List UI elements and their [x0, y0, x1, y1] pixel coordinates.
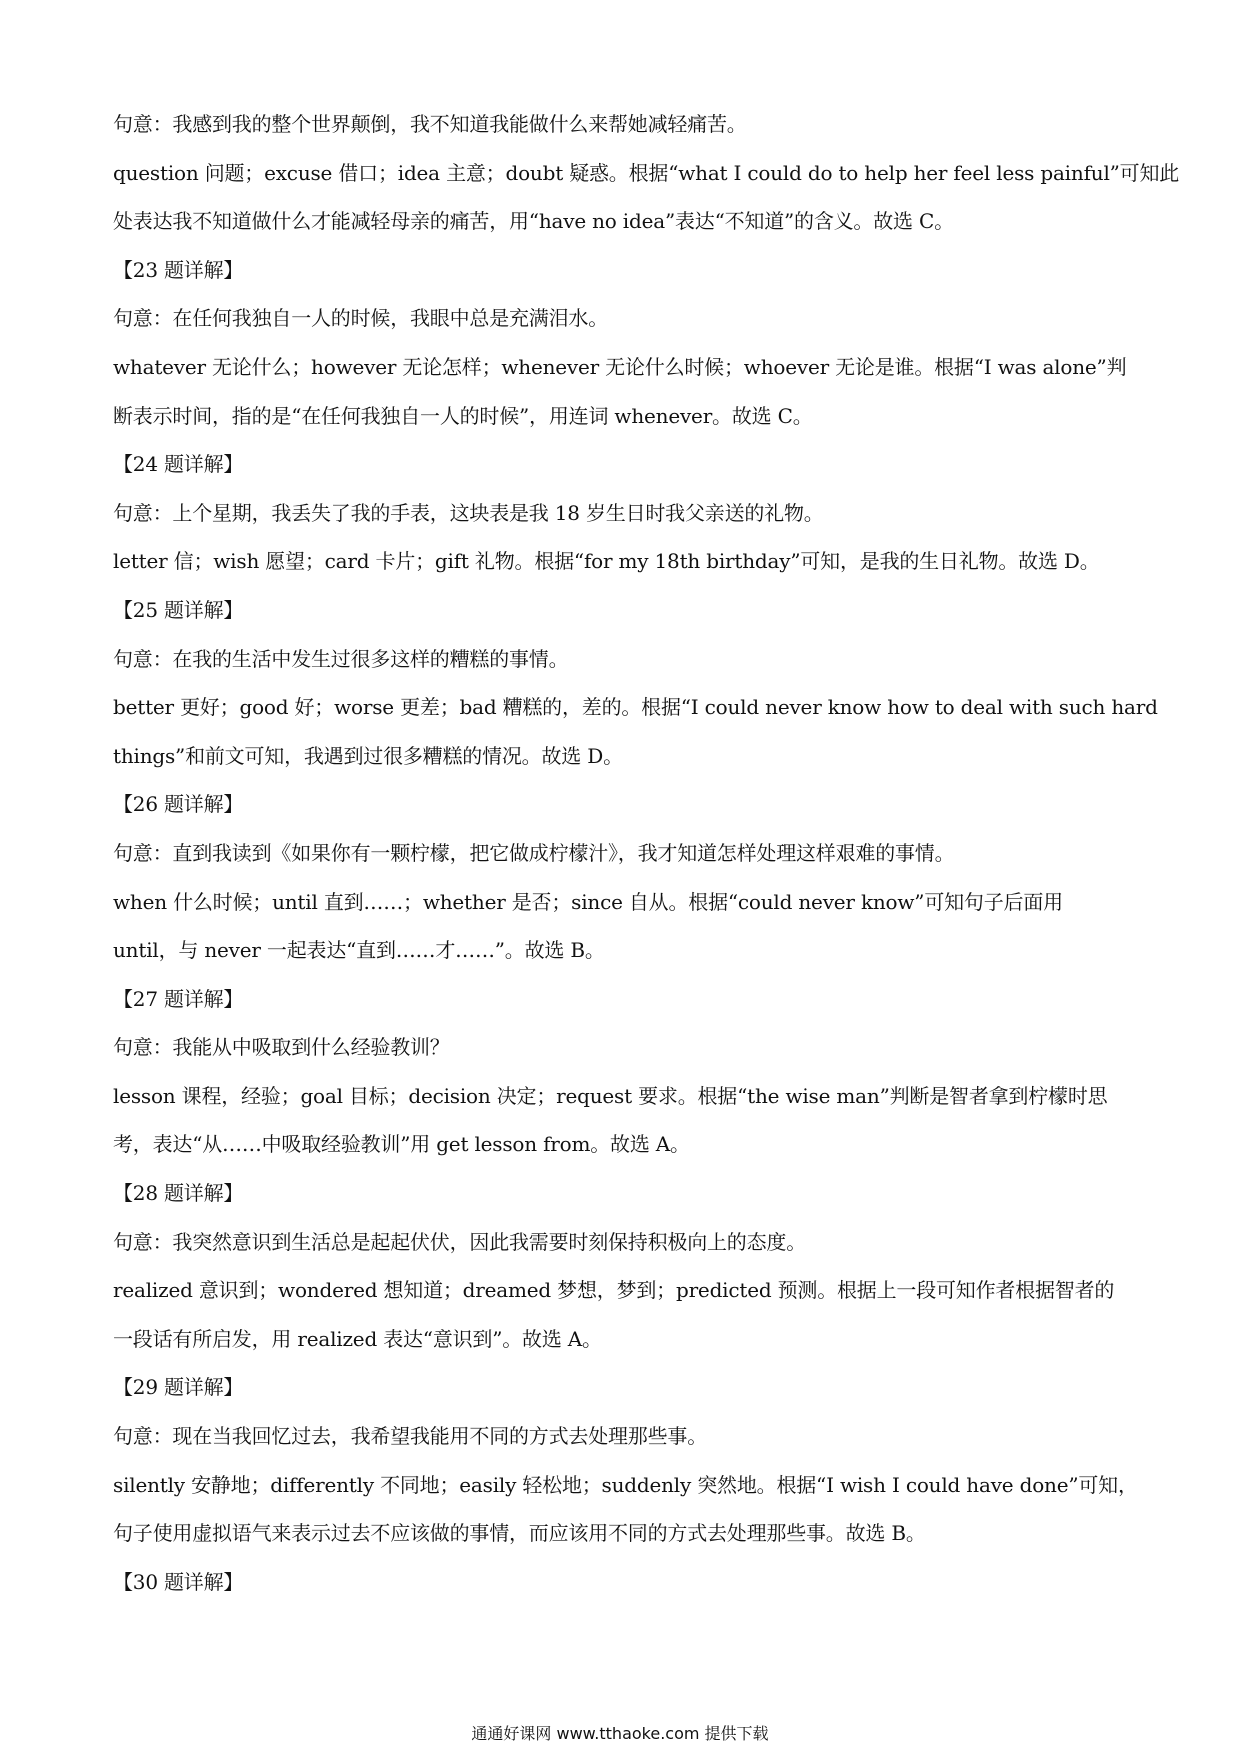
text-line: 句意：在任何我独自一人的时候，我眼中总是充满泪水。 [113, 306, 608, 331]
section-heading: 【27 题详解】 [113, 986, 244, 1011]
text-line: 句子使用虚拟语气来表示过去不应该做的事情，而应该用不同的方式去处理那些事。故选 B。 [113, 1521, 926, 1546]
text-line: lesson 课程，经验；goal 目标；decision 决定；request 要求。根据“the wise man”判断是智者拿到柠檬时思 [113, 1083, 1108, 1108]
text-line: 句意：我感到我的整个世界颠倒，我不知道我能做什么来帮她减轻痛苦。 [113, 112, 747, 136]
text-line: whatever 无论什么；however 无论怎样；whenever 无论什么时候；whoever 无论是谁。根据“I was alone”判 [113, 354, 1127, 379]
text-line: 一段话有所启发，用 realized 表达“意识到”。故选 A。 [113, 1326, 602, 1351]
text-line: things”和前文可知，我遇到过很多糟糕的情况。故选 D。 [113, 743, 623, 768]
text-line: until，与 never 一起表达“直到……才……”。故选 B。 [113, 938, 605, 963]
text-line: better 更好；good 好；worse 更差；bad 糟糕的，差的。根据“I could never know how to deal with such hard [113, 695, 1158, 720]
text-line: question 问题；excuse 借口；idea 主意；doubt 疑惑。根据“what I could do to help her feel less painful”可知此 [113, 160, 1180, 185]
section-heading: 【24 题详解】 [113, 452, 244, 477]
text-line: 句意：我能从中吸取到什么经验教训？ [113, 1035, 450, 1060]
section-heading: 【29 题详解】 [113, 1375, 244, 1400]
text-line: letter 信；wish 愿望；card 卡片；gift 礼物。根据“for my 18th birthday”可知，是我的生日礼物。故选 D。 [113, 549, 1100, 574]
text-line: 句意：在我的生活中发生过很多这样的糟糕的事情。 [113, 646, 569, 671]
text-line: 句意：上个星期，我丢失了我的手表，这块表是我 18 岁生日时我父亲送的礼物。 [113, 500, 824, 525]
text-line: 断表示时间，指的是“在任何我独自一人的时候”，用连词 whenever。故选 C。 [113, 403, 813, 428]
document-body [113, 100, 1180, 1606]
text-line: 句意：直到我读到《如果你有一颗柠檬，把它做成柠檬汁》，我才知道怎样处理这样艰难的事情。 [113, 840, 955, 865]
section-heading: 【28 题详解】 [113, 1181, 244, 1206]
section-heading: 【26 题详解】 [113, 792, 244, 817]
section-heading: 【23 题详解】 [113, 257, 244, 282]
section-heading: 【30 题详解】 [113, 1569, 244, 1594]
page-footer: 通通好课网 www.tthaoke.com 提供下载 [471, 1724, 769, 1743]
text-line: 处表达我不知道做什么才能减轻母亲的痛苦，用“have no idea”表达“不知道”的含义。故选 C。 [113, 209, 954, 234]
text-line: realized 意识到；wondered 想知道；dreamed 梦想，梦到；predicted 预测。根据上一段可知作者根据智者的 [113, 1278, 1115, 1303]
text-line: 句意：现在当我回忆过去，我希望我能用不同的方式去处理那些事。 [113, 1424, 707, 1449]
text-line: silently 安静地；differently 不同地；easily 轻松地；suddenly 突然地。根据“I wish I could have done”可知， [113, 1472, 1138, 1497]
text-line: 考，表达“从……中吸取经验教训”用 get lesson from。故选 A。 [113, 1132, 690, 1157]
text-line: when 什么时候；until 直到……；whether 是否；since 自从。根据“could never know”可知句子后面用 [113, 889, 1063, 914]
section-heading: 【25 题详解】 [113, 597, 244, 622]
text-line: 句意：我突然意识到生活总是起起伏伏，因此我需要时刻保持积极向上的态度。 [113, 1229, 806, 1254]
